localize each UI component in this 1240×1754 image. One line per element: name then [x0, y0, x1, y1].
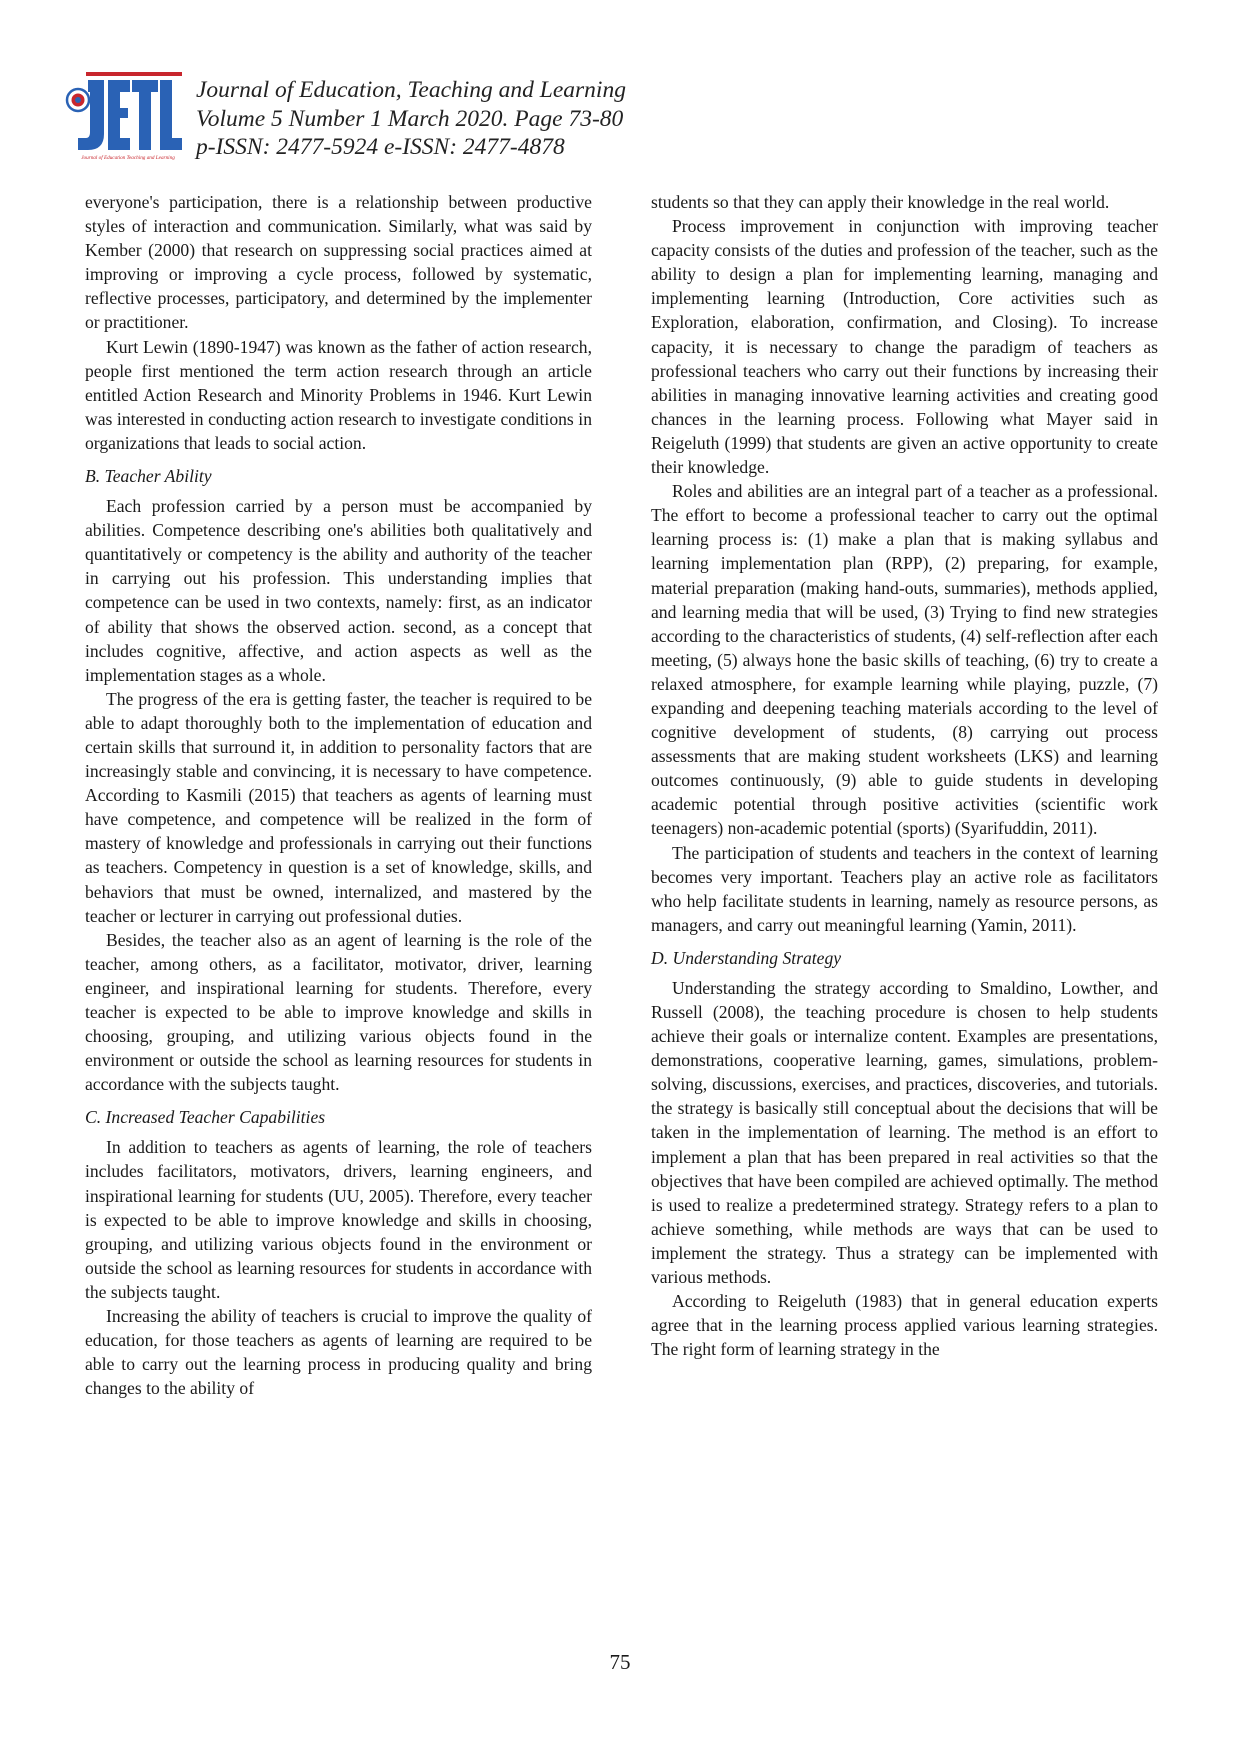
- seal-icon: [67, 89, 89, 111]
- journal-info: [196, 76, 626, 162]
- paragraph: Kurt Lewin (1890-1947) was known as the father of action research, people first mentioned the term action research through an article entitled Action Research and Minority Problems in 1946. Kurt Lewin was interested in conducting action research to investigate conditions in organizations that leads to social action.: [85, 336, 592, 453]
- paragraph: Each profession carried by a person must be accompanied by abilities. Competence describing one's abilities both qualitatively and quantitatively or competency is the ability and authority of the teacher in carrying out his profession. This understanding implies that competence can be used in two contexts, namely: first, as an indicator of ability that shows the observed action. second, as a concept that includes cognitive, affective, and action aspects as well as the implementation stages as a whole.: [85, 496, 592, 685]
- right-column: [651, 190, 1158, 1361]
- paragraph: According to Reigeluth (1983) that in general education experts agree that in the learning process applied various learning strategies. The right form of learning strategy in the: [651, 1291, 1158, 1360]
- logo-subtitle: Journal of Education Teaching and Learning: [81, 155, 175, 161]
- paragraph: Besides, the teacher also as an agent of learning is the role of the teacher, among others, as a facilitator, motivator, driver, learning engineer, and inspirational learning for students. Therefore, every teacher is expected to be able to improve knowledge and skills in choosing, grouping, and utilizing various objects found in the environment or outside the school as learning resources for students in accordance with the subjects taught.: [85, 929, 592, 1095]
- paragraph: In addition to teachers as agents of learning, the role of teachers includes facilitators, motivators, drivers, learning engineers, and inspirational learning for students (UU, 2005). Therefore, every teacher is expected to be able to improve knowledge and skills in choosing, grouping, and utilizing various objects found in the environment or outside the school as learning resources for students in accordance with the subjects taught.: [85, 1137, 592, 1302]
- paragraph: everyone's participation, there is a relationship between productive styles of interaction and communication. Similarly, what was said by Kember (2000) that research on suppressing social practices aimed at improving or improving a cycle process, followed by systematic, reflective processes, participatory, and determined by the implementer or practitioner.: [85, 192, 592, 333]
- section-heading-c: C. Increased Teacher Capabilities: [85, 1107, 326, 1128]
- paragraph: The participation of students and teachers in the context of learning becomes very important. Teachers play an active role as facilitators who help facilitate students in learning, namely as resource persons, as managers, and carry out meaningful learning (Yamin, 2011).: [651, 842, 1158, 935]
- jetl-logo: [64, 72, 184, 162]
- section-heading-d: D. Understanding Strategy: [651, 947, 842, 968]
- journal-header: [64, 72, 764, 162]
- paragraph: Increasing the ability of teachers is crucial to improve the quality of education, for those teachers as agents of learning are required to be able to carry out the learning process in producing quality and bring changes to the ability of: [85, 1306, 592, 1399]
- journal-volume: Volume 5 Number 1 March 2020. Page 73-80: [196, 105, 624, 132]
- paragraph: Process improvement in conjunction with improving teacher capacity consists of the duties and profession of the teacher, such as the ability to design a plan for implementing learning, managing and implementing learning (Introduction, Core activities such as Exploration, elaboration, confirmation, and Closing). To increase capacity, it is necessary to change the paradigm of teachers as professional teachers who carry out their functions by increasing their abilities in managing innovative learning activities and creating good chances in the learning process. Following what Mayer said in Reigeluth (1999) that students are given an active opportunity to create their knowledge.: [651, 216, 1158, 478]
- section-heading-b: B. Teacher Ability: [85, 466, 212, 487]
- paragraph: Understanding the strategy according to Smaldino, Lowther, and Russell (2008), the teaching procedure is chosen to help students achieve their goals or internalize content. Examples are presentations, demonstrations, cooperative learning, games, simulations, problem-solving, discussions, exercises, and practices, discoveries, and tutorials. the strategy is basically still conceptual about the decisions that will be taken in the implementation of learning. The method is an effort to implement a plan that has been prepared in real activities so that the objectives that have been compiled are achieved optimally. The method is used to realize a predetermined strategy. Strategy refers to a plan to achieve something, while methods are ways that can be used to implement the strategy. Thus a strategy can be implemented with various methods.: [651, 977, 1158, 1288]
- paragraph: Roles and abilities are an integral part of a teacher as a professional. The effort to become a professional teacher to carry out the optimal learning process is: (1) make a plan that is making syllabus and learning implementation plan (RPP), (2) preparing, for example, material preparation (making hand-outs, summaries), methods applied, and learning media that will be used, (3) Trying to find new strategies according to the characteristics of students, (4) self-reflection after each meeting, (5) always hone the basic skills of teaching, (6) try to create a relaxed atmosphere, for example learning while playing, puzzle, (7) expanding and deepening teaching materials according to the level of cognitive development of students, (8) carrying out process assessments that are making student worksheets (LKS) and learning outcomes continuously, (9) able to guide students in developing academic potential through positive activities (scientific work teenagers) non-academic potential (sports) (Syarifuddin, 2011).: [651, 481, 1158, 839]
- journal-name: Journal of Education, Teaching and Learning: [196, 77, 626, 103]
- page-number: 75: [609, 1650, 631, 1674]
- left-column: [85, 190, 592, 1400]
- paragraph: The progress of the era is getting faster, the teacher is required to be able to adapt thoroughly both to the implementation of education and certain skills that surround it, in addition to personality factors that are increasingly stable and convincing, it is necessary to have competence. According to Kasmili (2015) that teachers as agents of learning must have competence, and competence will be realized in the form of mastery of knowledge and professionals in carrying out their functions as teachers. Competency in question is a set of knowledge, skills, and behaviors that must be owned, internalized, and mastered by the teacher or lecturer in carrying out professional duties.: [85, 688, 592, 926]
- journal-issn: p-ISSN: 2477-5924 e-ISSN: 2477-4878: [196, 134, 565, 160]
- paragraph: students so that they can apply their knowledge in the real world.: [651, 192, 1110, 212]
